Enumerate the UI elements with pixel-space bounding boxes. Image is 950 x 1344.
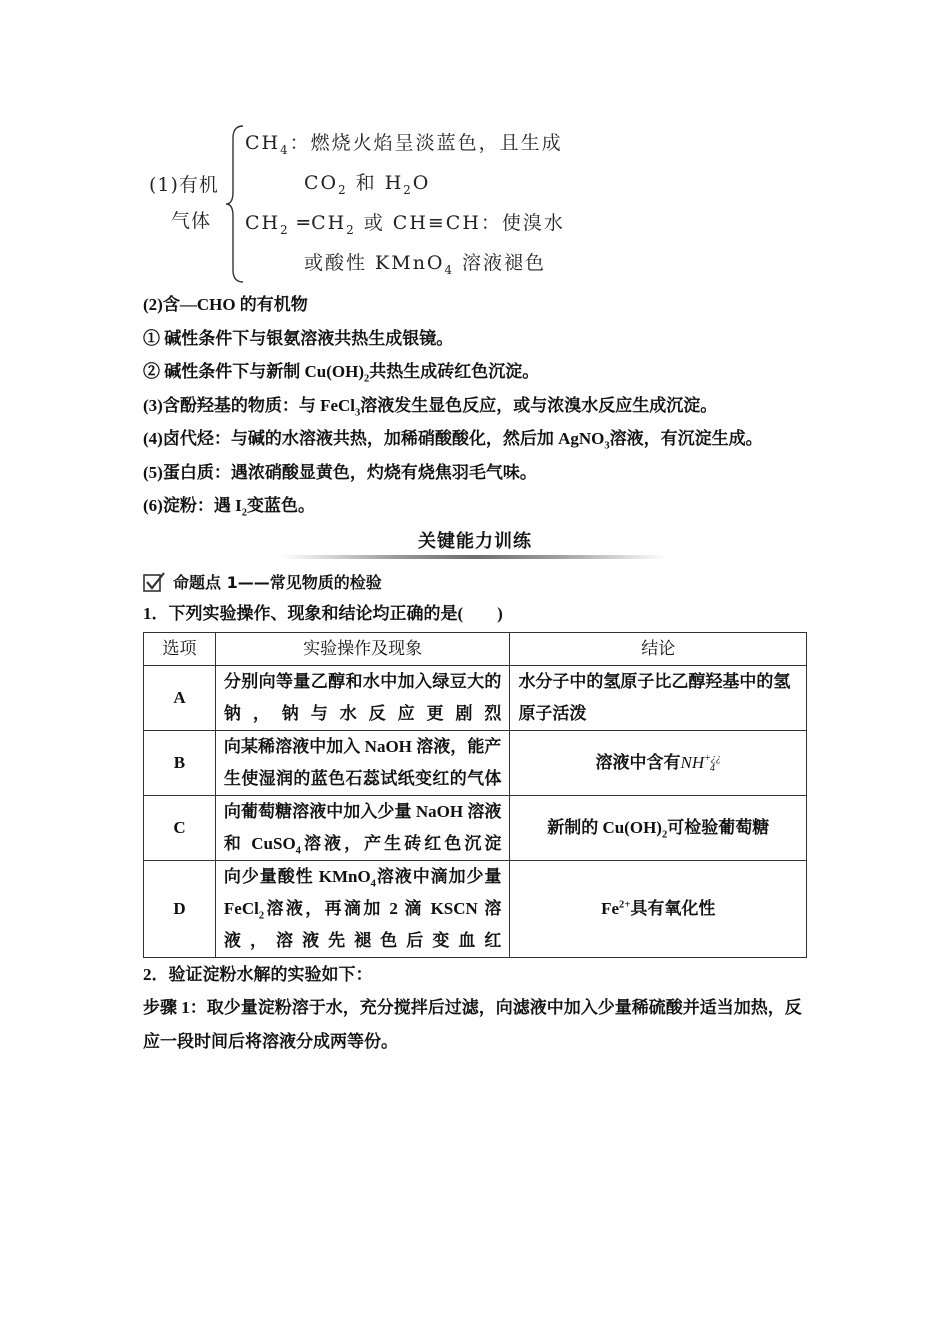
table-header: 实验操作及现象 [215,632,510,665]
table-header-row [144,632,807,665]
organic-gas-label: (1)有机 [149,174,219,196]
organic-line-3: $CH_2$ $═CH_2$ 或 CH≡CH：使溴水 [245,212,565,237]
table-header: 结论 [510,632,807,665]
option-cell: A [144,665,216,730]
operation-cell: 向某稀溶液中加入 NaOH 溶液，能产生使湿润的蓝色石蕊试纸变红的气体 [215,730,510,795]
table-row [144,665,807,730]
paragraph-6: (6)淀粉：遇 $I_2$变蓝色。 [143,496,315,519]
question-1-stem: 1．下列实验操作、现象和结论均正确的是( ) [143,603,503,623]
section-divider [281,555,667,559]
paragraph-2-1: ① 碱性条件下与银氨溶液共热生成银镜。 [143,328,454,348]
page [143,118,807,1058]
option-cell: D [144,860,216,957]
conclusion-cell: 溶液中含有NH+¿¿ 4 [510,730,807,795]
organic-line-1: $CH_4$：燃烧火焰呈淡蓝色，且生成 [245,132,563,157]
paragraph-5: (5)蛋白质：遇浓硝酸显黄色，灼烧有烧焦羽毛气味。 [143,462,537,482]
organic-line-4: 或酸性 KMnO$_4$ 溶液褪色 [304,252,547,277]
section-header [143,525,807,561]
organic-gas-label-2: 气体 [171,210,212,232]
question-2-step-1: 步骤 1：取少量淀粉溶于水，充分搅拌后过滤，向滤液中加入少量稀硫酸并适当加热，反应一段时间后将溶液分成两等份。 [143,998,802,1051]
paragraph-2: (2)含—CHO 的有机物 [143,295,308,314]
paragraph-2-2: ② 碱性条件下与新制 $Cu(OH)_2$共热生成砖红色沉淀。 [143,362,540,385]
topic-title: 命题点 1——常见物质的检验 [173,573,382,592]
conclusion-cell: 新制的 $Cu(OH)_2$可检验葡萄糖 [510,795,807,860]
table-row [144,730,807,795]
organic-line-2: $CO_2$ 和 $H_2O$ [304,172,431,197]
paragraph-3: (3)含酚羟基的物质：与 FeCl$_3$溶液发生显色反应，或与浓溴水反应生成沉淀。 [143,395,718,418]
organic-gas-block [143,118,807,288]
operation-cell: 分别向等量乙醇和水中加入绿豆大的钠，钠与水反应更剧烈 [215,665,510,730]
topic-heading [143,567,807,597]
table-row [144,795,807,860]
operation-cell: 向葡萄糖溶液中加入少量 NaOH 溶液和 CuSO$_4$溶液，产生砖红色沉淀 [215,795,510,860]
question-1-table [143,632,807,958]
table-header: 选项 [144,632,216,665]
table-row [144,860,807,957]
paragraph-4: (4)卤代烃：与碱的水溶液共热，加稀硝酸酸化，然后加 AgNO$_3$溶液，有沉淀生成。 [143,429,763,452]
question-2-stem: 2．验证淀粉水解的实验如下： [143,964,373,984]
conclusion-cell: $Fe^{2+}$具有氧化性 [510,860,807,957]
option-cell: C [144,795,216,860]
conclusion-cell: 水分子中的氢原子比乙醇羟基中的氢原子活泼 [510,665,807,730]
section-title: 关键能力训练 [418,530,532,552]
operation-cell: 向少量酸性 KMnO$_4$溶液中滴加少量 FeCl$_2$溶液，再滴加 2 滴 KSCN 溶液，溶液先褪色后变血红 [215,860,510,957]
brace-icon [225,124,247,284]
option-cell: B [144,730,216,795]
checkbox-icon [143,571,165,593]
